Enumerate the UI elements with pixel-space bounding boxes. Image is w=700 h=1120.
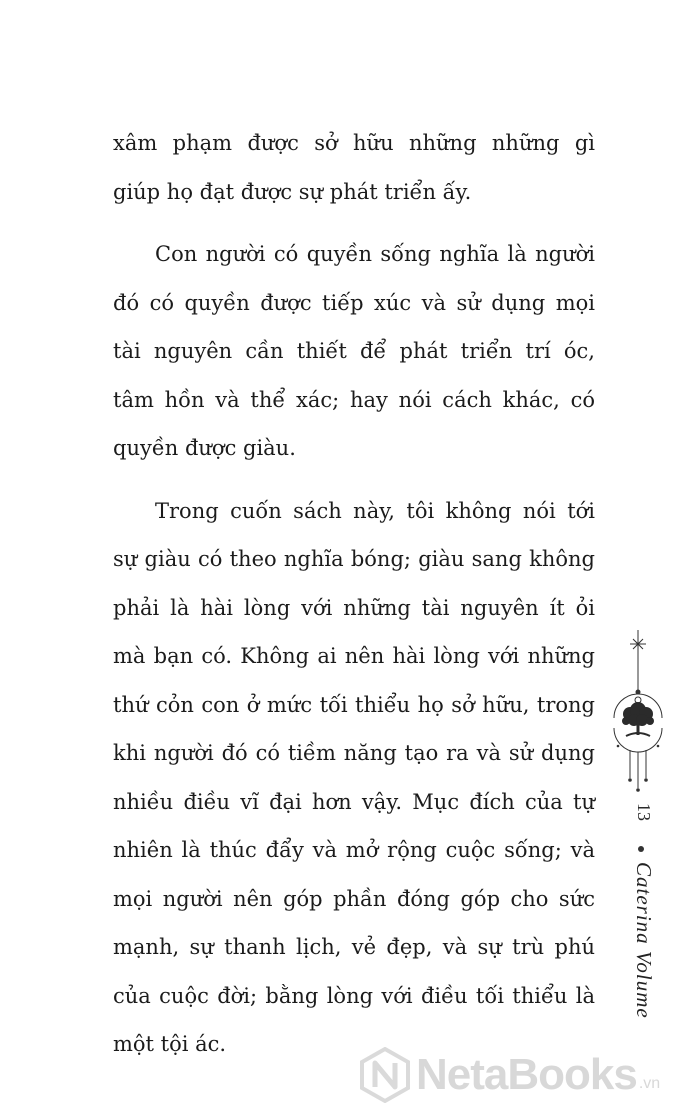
text-line: Con người có quyền sống nghĩa là người [155, 242, 595, 266]
watermark [360, 1040, 700, 1110]
text-line: Trong cuốn sách này, tôi không nói tới [155, 498, 595, 523]
text-line: thứ cỏn con ở mức tối thiểu họ sở hữu, trong [113, 692, 595, 717]
text-line: khi người đó có tiềm năng tạo ra và sử dụng [113, 741, 595, 765]
text-line: mạnh, sự thanh lịch, vẻ đẹp, và sự trù phú [113, 935, 595, 959]
text-line: tài nguyên cần thiết để phát triển trí óc, [113, 339, 595, 363]
text-line: mọi người nên góp phần đóng góp cho sức [113, 886, 595, 911]
paragraph [113, 487, 595, 1069]
text-line: nhiều điều vĩ đại hơn vậy. Mục đích của tự [113, 789, 595, 814]
watermark-suffix: .vn [638, 1075, 661, 1092]
text-line: mà bạn có. Không ai nên hài lòng với những [113, 644, 595, 668]
text-line: nhiên là thúc đẩy và mở rộng cuộc sống; và [113, 838, 595, 862]
running-author: Caterina Volume [632, 862, 656, 1019]
page-number: 13 [634, 803, 654, 821]
text-line: quyền được giàu. [113, 436, 296, 460]
separator-dot [638, 846, 644, 852]
text-line: sự giàu có theo nghĩa bóng; giàu sang không [113, 547, 595, 571]
text-line: một tội ác. [113, 1032, 227, 1056]
text-line: đó có quyền được tiếp xúc và sử dụng mọi [113, 290, 595, 315]
text-line: xâm phạm được sở hữu những những gì [113, 131, 595, 155]
watermark-brand: NetaBooks [416, 1050, 637, 1099]
text-line: phải là hài lòng với những tài nguyên ít ỏi [113, 595, 595, 620]
text-line: giúp họ đạt được sự phát triển ấy. [113, 179, 472, 204]
book-page-text [113, 119, 595, 1069]
text-line: của cuộc đời; bằng lòng với điều tối thiểu là [113, 983, 595, 1008]
paragraph [113, 119, 595, 216]
paragraph [113, 230, 595, 473]
netabooks-logo-icon [360, 1047, 410, 1103]
tree-ornament-icon [608, 628, 668, 828]
text-line: tâm hồn và thể xác; hay nói cách khác, có [113, 387, 595, 412]
